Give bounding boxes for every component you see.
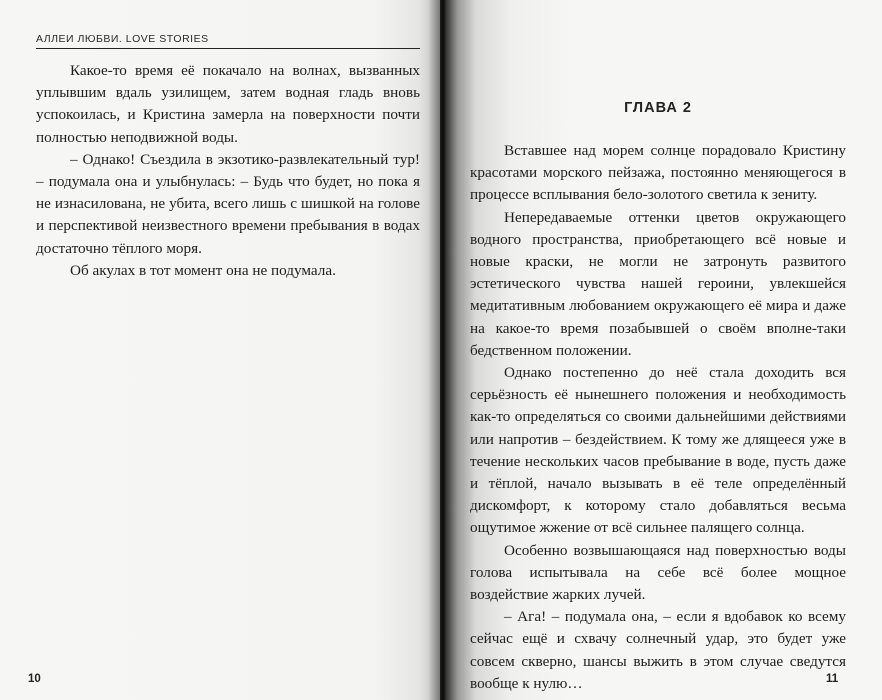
right-page-body [470,140,846,695]
page-number-left: 10 [28,673,41,685]
paragraph: Об акулах в тот момент она не подумала. [70,261,336,279]
left-page [0,0,440,700]
page-number-right: 11 [826,673,839,685]
paragraph: Какое-то время её покачало на волнах, вызванных уплывшим вдаль узилищем, затем водная гладь вновь успокоилась, и Кристина замерла на поверхности почти полностью неподвижной воды. [36,62,420,146]
paragraph: Непередаваемые оттенки цветов окружающего водного пространства, приобретающего всё новые и новые краски, не могли не затронуть развитого эстетического чувства нашей героини, увлекшейся медитативным любованием окружающего её мира и даже на какое-то время позабывшей о своём вполне-таки бедственном положении. [470,208,846,359]
book-gutter [428,0,458,700]
paragraph: – Ага! – подумала она, – если я вдобавок ко всему сейчас ещё и схвачу солнечный удар, это будет уже совсем скверно, шансы выжить в этом случае сведутся вообще к нулю… [470,608,846,692]
paragraph: Вставшее над морем солнце порадовало Кристину красотами морского пейзажа, постоянно меняющегося в процессе всплывания бело-золотого светила к зениту. [470,142,846,204]
paragraph: – Однако! Съездила в экзотико-развлекательный тур! – подумала она и улыбнулась: – Будь что будет, но пока я не изнасилована, не убита, всего лишь с шишкой на голове и перспективой неизвестного времени пребывания в водах достаточно тёплого моря. [36,150,420,257]
paragraph: Однако постепенно до неё стала доходить вся серьёзность её нынешнего положения и необходимость как-то определяться со своими дальнейшими действиями или напротив – бездействием. К тому же длящееся уже в течение нескольких часов пребывание в воде, пусть даже и тёплой, начало вызывать в её теле определённый дискомфорт, к которому стало добавляться весьма ощутимое жжение от всё сильнее палящего солнца. [470,364,846,537]
running-header: АЛЛЕИ ЛЮБВИ. LOVE STORIES [36,33,420,49]
chapter-title: ГЛАВА 2 [624,100,692,116]
left-page-body [36,60,420,282]
paragraph: Особенно возвышающаяся над поверхностью воды голова испытывала на себе всё более мощное воздействие жарких лучей. [470,541,846,604]
